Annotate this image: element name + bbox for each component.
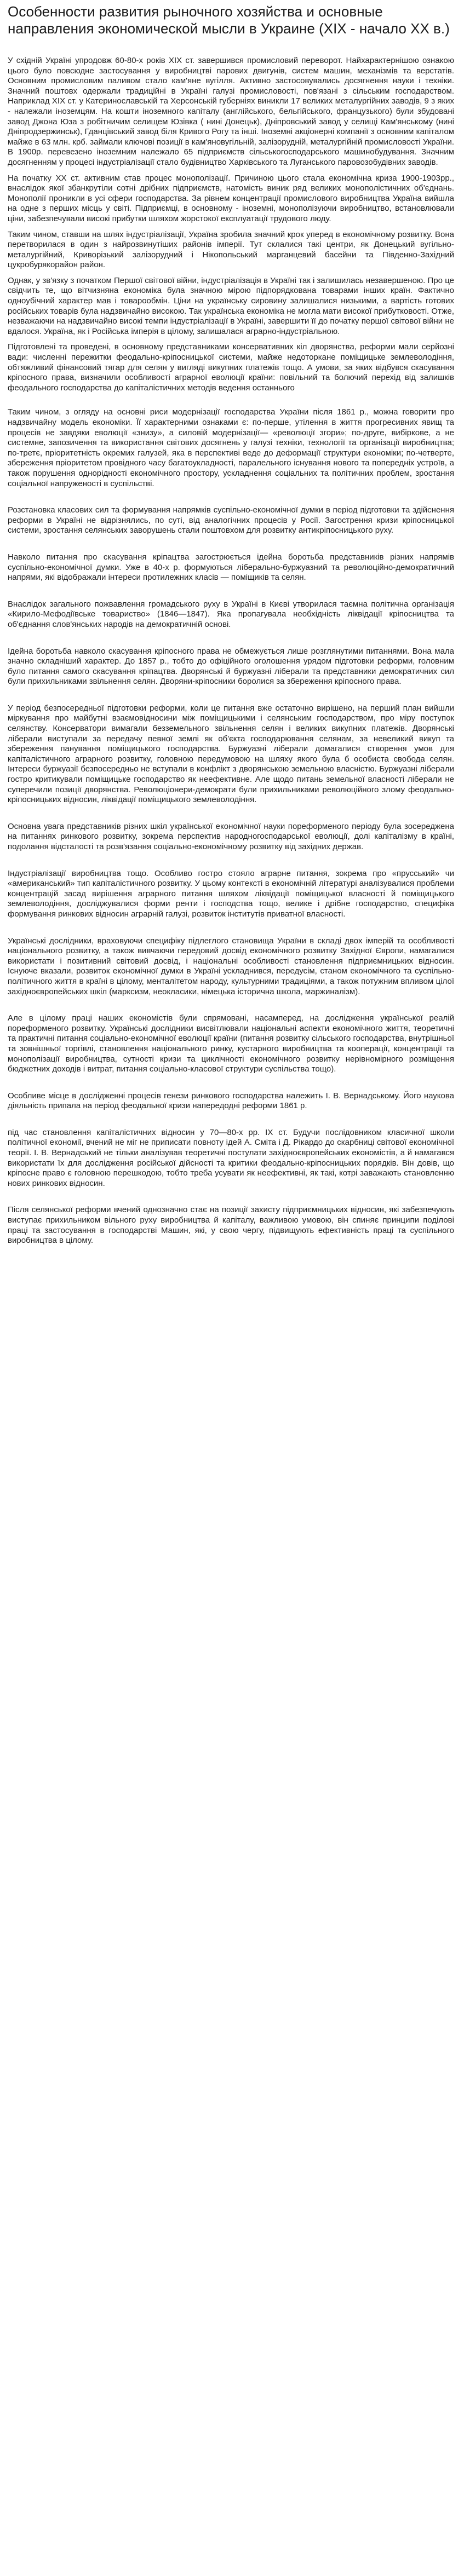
article-paragraph: Внаслідок загального пожвавлення громадського руху в Україні в Києві утворилася таємна політична організація «Кирило-Мефодіївське товариство» (1846—1847). Яка пропагувала необхідність ліквідації кріпосництва та об'єднання слов'янських народів на демократичній основі. (8, 599, 457, 629)
article-title: Особенности развития рыночного хозяйства и основные направления экономической мысли в Украине (XIX - начало XX в.) (8, 3, 450, 37)
article-paragraph: Але в цілому праці наших економістів були спрямовані, насамперед, на дослідження української реалій пореформеного розвитку. Українські дослідники висвітлювали національні аспекти економічного життя, теоретичні та практичні питання соціально-економічної еволюції країни (питання розвитку сільського господарства, внутрішньої та зовнішньої торгівлі, становлення національного ринку, кустарного виробництва та кооперації, концентрації та монополізації виробництва, сутності кризи та циклічності економічного розвитку нерівномірного розміщення бюджетних доходів і витрат, питання соціально-класової структури суспільства тощо). (8, 1013, 457, 1074)
article-paragraph: Навколо питання про скасування кріпацтва загострюється ідейна боротьба представників різних напрямів суспільно-економічної думки. Уже в 40-х р. формуються ліберально-буржуазний та революційно-демократичний напрями, які відображали інтереси протилежних класів — поміщиків та селян. (8, 552, 457, 583)
article-paragraph: Розстановка класових сил та формування напрямків суспільно-економічної думки в період підготовки та здійснення реформи в Україні не відрізнялись, по суті, від аналогічних процесів у Росії. Загострення кризи кріпосницької системи, зростання селянських заворушень стали поштовхом для розвитку антикріпосницького руху. (8, 505, 457, 535)
article-paragraph: На початку XX ст. активним став процес монополізації. Причиною цього стала економічна криза 1900-1903рр., внаслідок якої збанкрутіли сотні дрібних підприємств, натомість виник ряд великих монополістичних об'єднань. Монополії проникли в усі сфери господарства. За рівнем концентрації промислового виробництва Україна вийшла на одне з перших місць у світі. Підприємці, в основному - іноземні, монополізуючи виробництво, встановлювали ціни, забезпечували високі прибутки шляхом жорстокої експлуатації трудового люду. (8, 173, 457, 223)
article-paragraph: Індустріалізації виробництва тощо. Особливо гостро стояло аграрне питання, зокрема про «прусський» чи «американський» тип капіталістичного розвитку. У цьому контексті в економічній літературі аналізувалися проблеми концентрацій засад вирішення аграрного питання шляхом ліквідації поміщицької власності й поміщицького землеволодіння, досліджувалися форми ренти і господства тощо, велике і дрібне господарство, специфіка формування ринкових відносин аграрній галузі, розвиток інститутів приватної власності. (8, 868, 457, 919)
article-paragraph: під час становлення капіталістичних відносин у 70—80-х рр. ІХ ст. Будучи послідовником класичної школи політичної економії, вчений не міг не приписати повноту ідей А. Сміта і Д. Рікардо до скарбниці світової економічної теорії. І. В. Вернадський не тільки аналізував теоретичні постулати західноєвропейських економістів, а й намагався використати їх для дослідження російської дійсності та критики феодально-кріпосницьких порядків. Він довів, що кріпосне право є головною перешкодою, тобто треба усувати як неефективні, як такі, котрі заважають становленню нових ринкових відносин. (8, 1127, 457, 1188)
article-paragraph: У період безпосередньої підготовки реформи, коли це питання вже остаточно вирішено, на перший план вийшли міркування про майбутні взаємовідносини між поміщицькими і селянським господарством, про міру поступок селянству. Консерватори вимагали безземельного звільнення селян і великих викупних платежів. Дворянські ліберали виступали за передачу певної землі як об'єкта господарювання селянам, за невеликий викуп та збереження панування поміщицького господарства. Буржуазні ліберали домагалися створення умов для капіталістичного аграрного розвитку, головною передумовою на шляху якого була б особиста свобода селян. Інтереси буржуазії безпосередньо не вступали в конфлікт з дворянською земельною власністю. Буржуазні ліберали гостро критикували поміщицьке господарство як неефективне. Але щодо питань земельної власності ліберали не суперечили позиції дворянства. Революціонери-демократи були прихильниками революційного злому феодально-кріпосницьких відносин, ліквідації поміщицького землеволодіння. (8, 703, 457, 805)
article-paragraph: У східній Україні упродовж 60-80-х років XIX ст. завершився промисловий переворот. Найхарактернішою ознакою цього було повсюдне застосування у виробництві парових двигунів, систем машин, механізмів та верстатів. Основним промисловим паливом стало кам'яне вугілля. Активно застосовувались досягнення науки і техніки. Значний поштовх одержали традиційні в Україні галузі промисловості, пов'язані з сільським господарством. Наприклад XIX ст. у Катеринославській та Херсонській губерніях виникли 17 великих металургійних заводів, 9 з яких - належали іноземцям. На кошти іноземного капіталу (англійського, бельгійського, французького) були збудовані завод Джона Юза з робітничим селищем Юзівка ( нині Донецьк), Дніпровський завод у селищі Кам'янському (нині Дніпродзержинськ), Гданцівський завод біля Кривого Рогу та інші. Іноземні акціонерні компанії з основним капіталом майже в 63 млн. крб. займали ключові позиції в кам'яновугільній, залізорудній, металургійній промисловості України. В 1900р. перевезено іноземним належало 65 підприємств сільськогосподарського машинобудування. Значним досягненням у процесі індустріалізації стало будівництво Харківського та Луганського паровозобудівних заводів. (8, 56, 457, 167)
article-paragraph: Ідейна боротьба навколо скасування кріпосного права не обмежується лише розглянутими питаннями. Вона мала значно складніший характер. До 1857 р., тобто до офіційного оголошення урядом підготовки реформи, головним було питання самого скасування кріпацтва. Дворянські й буржуазні ліберали та представники демократичних сил були прихильниками звільнення селян. Дворяни-кріпосники боролися за збереження кріпосного права. (8, 646, 457, 687)
article-paragraph: Підготовлені та проведені, в основному представниками консервативних кіл дворянства, реформи мали серйозні вади: численні пережитки феодально-кріпосницької системи, майже недоторкане поміщицьке землеволодіння, обтяжливий фінансовий тягар для селян у вигляді викупних платежів тощо. А умови, за яких відбувся скасування кріпосного права, визначили особливості аграрної еволюції країни: повільний та болючий перехід від залишків феодального господарства до капіталістичних методів ведення останнього (8, 342, 457, 393)
article-paragraph: Основна увага представників різних шкіл української економічної науки пореформеного періоду була зосереджена на питаннях ринкового розвитку, зокрема перспектив народногосподарської еволюції, долі капіталізму в країні, подолання відсталості та розв'язання соціально-економічному розвитку від західних держав. (8, 821, 457, 851)
article-paragraph: Таким чином, ставши на шлях індустріалізації, Україна зробила значний крок уперед в економічному розвитку. Вона перетворилася в один з найрозвинутіших районів імперії. Тут склалися такі центри, як Донецький вугільно- металургійний, Криворізький залізорудний і Нікопольський марганцевий басейни та Південно-Західний цукробурякорайон район. (8, 229, 457, 270)
article-paragraph: Після селянської реформи вчений однозначно стає на позиції захисту підприємницьких відносин, які забезпечують виступає прихильником вільного руху виробництва й капіталу, важливою умовою, він спиняє принципи поділові праці та застосування в господарстві Машин, які, у свою чергу, підвищують ефективність праці та суспільного виробництва в цілому. (8, 1205, 457, 1246)
article-paragraph: Українські дослідники, враховуючи специфіку підлеглого становища України в складі двох імперій та особливості національного розвитку, а також вивчаючи передовий досвід економічного розвитку Західної Європи, намагалися використати і позитивний світовий досвід, і національні особливості становлення підприємницьких відносин. Існуюче вказали, розвиток економічної думки в Україні ускладнився, передусім, станом економічного та суспільно-політичного життя в країні в цілому, менталітетом народу, культурними традиціями, а також потужним впливом цілої західноєвропейських шкіл (марксизм, неокласики, німецька історична школа, маржиналізм). (8, 936, 457, 996)
article-paragraph: Однак, у зв'язку з початком Першої світової війни, індустріалізація в Україні так і залишилась незавершеною. Про це свідчить те, що вітчизняна економіка була значною мірою підпорядкована товарами інших країн. Фактично одноубічний характер мав і товарообмін. Ціни на українську сировину залишалися низькими, а вартість готових російських товарів була надзвичайно високою. Так українська економіка не могла мати високої прибутковості. Отже, незважаючи на надзвичайно високі темпи індустріалізації в Україні, завершити її до початку першої світової війни не вдалося. Україна, як і Російська імперія в цілому, залишалася аграрно-індустріальною. (8, 275, 457, 336)
article (0, 0, 464, 1246)
article-paragraph: Особливе місце в дослідженні процесів генези ринкового господарства належить І. В. Вернадському. Його наукова діяльність припала на період феодальної кризи напередодні реформи 1861 р. (8, 1091, 457, 1111)
article-paragraph: Таким чином, з огляду на основні риси модернізації господарства України після 1861 р., можна говорити про надзвичайну модель економіки. Її характерними ознаками є: по-перше, утілення в життя прогресивних явищ та процесів не завдяки еволюції «знизу», а силовій модернізації— «революції згори»; по-друге, вибіркове, а не системне, запозичення та використання світових досягнень у галузі техніки, технології та організації виробництва; по-третє, пріоритетність окремих галузей, яка в перспективі веде до деформації структури економіки; по-четверте, збереження пріоритетом провідного часу багатоукладності, паралельного існування нового та попередніх устроїв, а також порушення однорідності економічного простору, ускладнення соціальних та політичних проблем, зростання соціальної напруженості в суспільстві. (8, 407, 457, 488)
